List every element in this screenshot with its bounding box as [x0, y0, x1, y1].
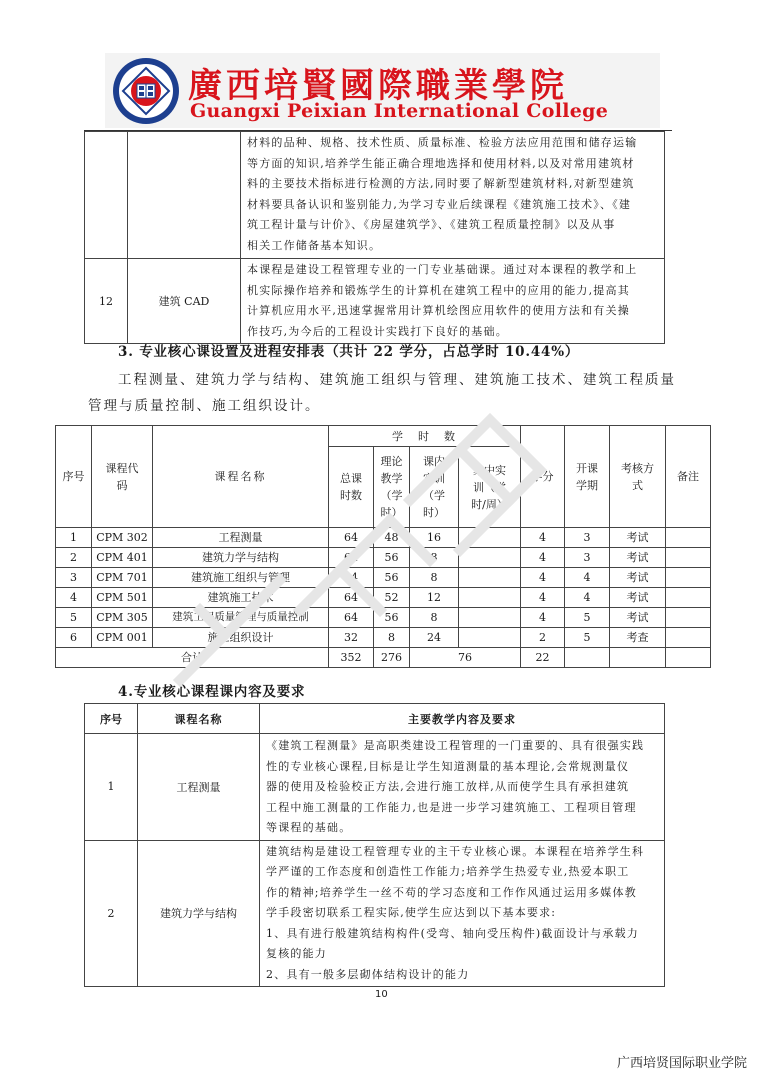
description-line: 材料要具备认识和鉴别能力,为学习专业后续课程《建筑施工技术》、《建 — [247, 197, 632, 211]
table-row — [85, 840, 665, 987]
core-course-content-table — [84, 703, 665, 987]
cell-term: 4 — [565, 588, 610, 608]
cell-term: 4 — [565, 568, 610, 588]
header-term — [565, 426, 610, 528]
cell-total: 32 — [329, 628, 374, 648]
header-concentrated-label: 集中实训（学时/周） — [471, 463, 508, 511]
cell-assessment: 考试 — [610, 588, 666, 608]
table-header-row — [85, 704, 665, 734]
content-line: 复核的能力 — [266, 947, 327, 960]
header-in-class-practice — [410, 447, 459, 528]
cell-concentrated — [459, 608, 521, 628]
cell-remark — [666, 608, 711, 628]
table-row — [85, 132, 665, 259]
header-term-label: 开课学期 — [576, 461, 598, 492]
cell-no: 2 — [56, 548, 92, 568]
cell-remark — [666, 588, 711, 608]
core-course-schedule-table — [55, 425, 711, 668]
content-line: 学手段密切联系工程实际,使学生应达到以下基本要求: — [266, 906, 557, 919]
content-line: 性的专业核心课程,目标是让学生知道测量的基本理论,会常规测量仪 — [266, 759, 630, 773]
content-line: 1、具有进行般建筑结构构件(受弯、轴向受压构件)截面设计与承载力 — [266, 926, 639, 940]
cell-credit: 2 — [521, 628, 565, 648]
course-description — [241, 132, 665, 259]
cell-code: CPM 302 — [92, 528, 153, 548]
college-logo-icon — [112, 57, 180, 125]
header-assessment — [610, 426, 666, 528]
table-row — [56, 608, 711, 628]
row-number: 12 — [85, 259, 128, 344]
cell-concentrated — [459, 588, 521, 608]
cell-code: CPM 701 — [92, 568, 153, 588]
cell-in-class: 12 — [410, 588, 459, 608]
cell-in-class: 8 — [410, 608, 459, 628]
header-hours-group: 学 时 数 — [329, 426, 521, 447]
content-line: 《建筑工程测量》是高职类建设工程管理的一门重要的、具有很强实践 — [266, 739, 645, 752]
cell-theory: 56 — [374, 608, 410, 628]
cell-credit: 4 — [521, 588, 565, 608]
college-name-en: Guangxi Peixian International College — [190, 100, 609, 122]
section-4-heading: 4.专业核心课程课内容及要求 — [118, 684, 306, 700]
header-code — [92, 426, 153, 528]
course-description-table-prev — [84, 131, 665, 344]
cell-remark — [666, 568, 711, 588]
header-assessment-label: 考核方式 — [621, 461, 654, 492]
cell-term: 3 — [565, 528, 610, 548]
row-number: 1 — [85, 734, 138, 841]
header-concentrated-practice — [459, 447, 521, 528]
cell-no: 5 — [56, 608, 92, 628]
cell-name: 施工组织设计 — [153, 628, 329, 648]
description-line: 等方面的知识,培养学生能正确合理地选择和使用材料,以及对常用建筑材 — [247, 156, 635, 170]
cell-remark — [666, 528, 711, 548]
row-number — [85, 132, 128, 259]
cell-total: 64 — [329, 548, 374, 568]
course-name: 建筑 CAD — [128, 259, 241, 344]
header-name: 课程名称 — [138, 704, 260, 734]
content-line: 建筑结构是建设工程管理专业的主干专业核心课。本课程在培养学生科 — [266, 844, 645, 858]
table-row — [56, 588, 711, 608]
cell-no: 3 — [56, 568, 92, 588]
total-term — [565, 648, 610, 668]
course-content — [260, 840, 665, 987]
cell-assessment: 考试 — [610, 568, 666, 588]
header-in-class-label: 课内实训（学时） — [423, 455, 445, 519]
section-3-paragraph-line-1: 工程测量、建筑力学与结构、建筑施工组织与管理、建筑施工技术、建筑工程质量 — [118, 372, 676, 388]
table-header-row — [56, 426, 711, 447]
header-content: 主要教学内容及要求 — [260, 704, 665, 734]
cell-concentrated — [459, 628, 521, 648]
header-remark: 备注 — [666, 426, 711, 528]
header-theory-label: 理论教学（学时） — [380, 455, 403, 519]
content-line: 2、具有一般多层砌体结构设计的能力 — [266, 967, 470, 981]
cell-assessment: 考试 — [610, 608, 666, 628]
total-assessment — [610, 648, 666, 668]
footer-college-name: 广西培贤国际职业学院 — [617, 1056, 748, 1071]
cell-no: 4 — [56, 588, 92, 608]
cell-code: CPM 001 — [92, 628, 153, 648]
cell-code: CPM 401 — [92, 548, 153, 568]
content-line: 学严谨的工作态度和创造性工作能力;培养学生热爱专业,热爱本职工 — [266, 865, 630, 878]
total-credit: 22 — [521, 648, 565, 668]
description-line: 相关工作储备基本知识。 — [247, 238, 382, 252]
table-total-row — [56, 648, 711, 668]
total-remark — [666, 648, 711, 668]
section-3-paragraph-line-2: 管理与质量控制、施工组织设计。 — [88, 398, 321, 414]
course-description — [241, 259, 665, 344]
header-total-label: 总课时数 — [340, 472, 362, 502]
cell-assessment: 考试 — [610, 548, 666, 568]
header-no: 序号 — [85, 704, 138, 734]
cell-in-class: 8 — [410, 548, 459, 568]
cell-remark — [666, 548, 711, 568]
cell-no: 1 — [56, 528, 92, 548]
content-line: 作的精神;培养学生一丝不苟的学习态度和工作作风通过运用多媒体教 — [266, 885, 637, 899]
cell-in-class: 24 — [410, 628, 459, 648]
total-practice: 76 — [410, 648, 521, 668]
cell-assessment: 考试 — [610, 528, 666, 548]
description-line: 计算机应用水平,迅速掌握常用计算机绘图应用软件的使用方法和有关操 — [247, 304, 630, 317]
header-total-hours — [329, 447, 374, 528]
course-name: 建筑力学与结构 — [138, 840, 260, 987]
cell-term: 5 — [565, 608, 610, 628]
cell-theory: 56 — [374, 548, 410, 568]
header-name: 课程名称 — [153, 426, 329, 528]
cell-name: 工程测量 — [153, 528, 329, 548]
cell-assessment: 考查 — [610, 628, 666, 648]
content-line: 工程中施工测量的工作能力,也是进一步学习建筑施工、工程项目管理 — [266, 800, 637, 814]
total-label: 合计 — [56, 648, 329, 668]
cell-total: 64 — [329, 608, 374, 628]
college-name-cn: 廣西培賢國際職業學院 — [188, 66, 568, 106]
cell-theory: 52 — [374, 588, 410, 608]
course-name: 工程测量 — [138, 734, 260, 841]
description-line: 筑工程计量与计价》、《房屋建筑学》、《建筑工程质量控制》以及从事 — [247, 218, 616, 231]
row-number: 2 — [85, 840, 138, 987]
table-row — [56, 628, 711, 648]
table-row — [56, 528, 711, 548]
course-content — [260, 734, 665, 841]
cell-credit: 4 — [521, 528, 565, 548]
cell-in-class: 16 — [410, 528, 459, 548]
cell-total: 64 — [329, 568, 374, 588]
cell-name: 建筑工程质量管理与质量控制 — [153, 608, 329, 628]
header-no: 序号 — [56, 426, 92, 528]
content-line: 等课程的基础。 — [266, 821, 352, 834]
content-line: 器的使用及检验校正方法,会进行施工放样,从而使学生具有承担建筑 — [266, 780, 630, 793]
description-line: 本课程是建设工程管理专业的一门专业基础课。通过对本课程的教学和上 — [247, 263, 638, 276]
cell-credit: 4 — [521, 608, 565, 628]
total-hours: 352 — [329, 648, 374, 668]
header-credit: 学分 — [521, 426, 565, 528]
header-code-label: 课程代码 — [105, 461, 139, 492]
description-line: 料的主要技术指标进行检测的方法,同时要了解新型建筑材料,对新型建筑 — [247, 177, 635, 190]
cell-name: 建筑施工技术 — [153, 588, 329, 608]
cell-code: CPM 501 — [92, 588, 153, 608]
table-row — [56, 548, 711, 568]
table-row — [85, 734, 665, 841]
cell-term: 3 — [565, 548, 610, 568]
course-name — [128, 132, 241, 259]
page-number: 10 — [375, 989, 388, 1000]
section-3-heading: 3. 专业核心课设置及进程安排表（共计 22 学分，占总学时 10.44%） — [118, 344, 580, 360]
cell-code: CPM 305 — [92, 608, 153, 628]
cell-theory: 56 — [374, 568, 410, 588]
cell-credit: 4 — [521, 568, 565, 588]
cell-total: 64 — [329, 588, 374, 608]
description-line: 材料的品种、规格、技术性质、质量标准、检验方法应用范围和储存运输 — [247, 136, 638, 149]
cell-concentrated — [459, 528, 521, 548]
cell-theory: 8 — [374, 628, 410, 648]
table-row — [85, 259, 665, 344]
cell-term: 5 — [565, 628, 610, 648]
cell-in-class: 8 — [410, 568, 459, 588]
header-theory-hours — [374, 447, 410, 528]
cell-name: 建筑力学与结构 — [153, 548, 329, 568]
cell-name: 建筑施工组织与管理 — [153, 568, 329, 588]
cell-total: 64 — [329, 528, 374, 548]
cell-credit: 4 — [521, 548, 565, 568]
total-theory: 276 — [374, 648, 410, 668]
cell-concentrated — [459, 568, 521, 588]
cell-concentrated — [459, 548, 521, 568]
description-line: 机实际操作培养和锻炼学生的计算机在建筑工程中的应用的能力,提高其 — [247, 283, 630, 297]
cell-theory: 48 — [374, 528, 410, 548]
cell-no: 6 — [56, 628, 92, 648]
table-row — [56, 568, 711, 588]
cell-remark — [666, 628, 711, 648]
description-line: 作技巧,为今后的工程设计实践打下良好的基础。 — [247, 324, 508, 338]
